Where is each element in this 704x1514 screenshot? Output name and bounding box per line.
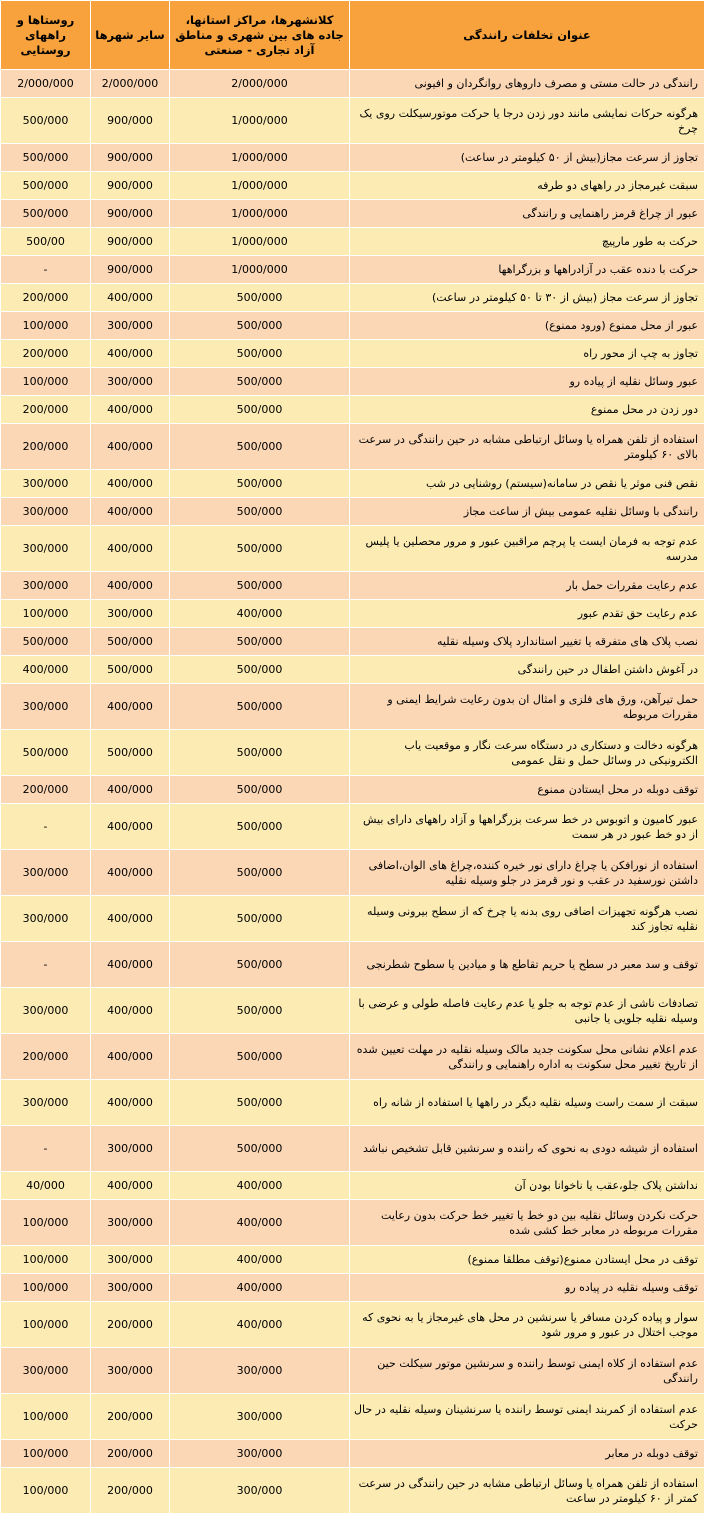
rural-fine-cell: 100/000 xyxy=(1,368,91,396)
other-cities-fine-cell: 500/000 xyxy=(91,730,170,776)
rural-fine-cell: 500/00 xyxy=(1,228,91,256)
rural-fine-cell: 300/000 xyxy=(1,572,91,600)
other-cities-fine-cell: 900/000 xyxy=(91,144,170,172)
capital-cities-fine-cell: 400/000 xyxy=(170,1200,350,1246)
violation-title-cell: توقف دوبله در معابر xyxy=(350,1440,704,1468)
capital-cities-fine-cell: 500/000 xyxy=(170,896,350,942)
capital-cities-fine-cell: 500/000 xyxy=(170,942,350,988)
violation-title-cell: توقف دوبله در محل ایستادن ممنوع xyxy=(350,776,704,804)
capital-cities-fine-cell: 2/000/000 xyxy=(170,70,350,98)
violation-title-cell: استفاده از تلفن همراه یا وسائل ارتباطی مشابه در حین رانندگی در سرعت کمتر از ۶۰ کیلومتر در ساعت xyxy=(350,1468,704,1514)
capital-cities-fine-cell: 1/000/000 xyxy=(170,144,350,172)
rural-fine-cell: 100/000 xyxy=(1,600,91,628)
rural-fine-cell: 100/000 xyxy=(1,1468,91,1514)
rural-fine-cell: 500/000 xyxy=(1,172,91,200)
violation-title-cell: نصب هرگونه تجهیزات اضافی روی بدنه یا چرخ که از سطح بیرونی وسیله نقلیه تجاوز کند xyxy=(350,896,704,942)
violation-title-cell: رانندگی با وسائل نقلیه عمومی بیش از ساعت مجاز xyxy=(350,498,704,526)
table-row xyxy=(1,656,704,684)
other-cities-fine-cell: 400/000 xyxy=(91,526,170,572)
capital-cities-fine-cell: 300/000 xyxy=(170,1440,350,1468)
rural-fine-cell: 100/000 xyxy=(1,1200,91,1246)
violation-title-cell: عدم رعایت مقررات حمل بار xyxy=(350,572,704,600)
capital-cities-fine-cell: 400/000 xyxy=(170,600,350,628)
capital-cities-fine-cell: 300/000 xyxy=(170,1468,350,1514)
other-cities-fine-cell: 400/000 xyxy=(91,850,170,896)
capital-cities-fine-cell: 1/000/000 xyxy=(170,200,350,228)
table-row xyxy=(1,776,704,804)
rural-fine-cell: 200/000 xyxy=(1,396,91,424)
other-cities-fine-cell: 400/000 xyxy=(91,1172,170,1200)
table-row xyxy=(1,730,704,776)
rural-fine-cell: 2/000/000 xyxy=(1,70,91,98)
capital-cities-fine-cell: 500/000 xyxy=(170,684,350,730)
capital-cities-fine-cell: 500/000 xyxy=(170,988,350,1034)
table-row xyxy=(1,988,704,1034)
capital-cities-fine-cell: 300/000 xyxy=(170,1394,350,1440)
table-row xyxy=(1,172,704,200)
violation-title-cell: عدم اعلام نشانی محل سکونت جدید مالک وسیله نقلیه در مهلت تعیین شده از تاریخ تغییر محل سکونت به اداره راهنمایی و رانندگی xyxy=(350,1034,704,1080)
table-row xyxy=(1,804,704,850)
violation-title-cell: حمل تیرآهن، ورق های فلزی و امثال ان بدون رعایت شرایط ایمنی و مقررات مربوطه xyxy=(350,684,704,730)
table-row xyxy=(1,200,704,228)
rural-fine-cell: 40/000 xyxy=(1,1172,91,1200)
rural-fine-cell: 200/000 xyxy=(1,776,91,804)
rural-fine-cell: - xyxy=(1,1126,91,1172)
capital-cities-fine-cell: 500/000 xyxy=(170,572,350,600)
violation-title-cell: استفاده از شیشه دودی به نحوی که راننده و سرنشین قابل تشخیص نباشد xyxy=(350,1126,704,1172)
capital-cities-fine-cell: 500/000 xyxy=(170,1126,350,1172)
capital-cities-fine-cell: 500/000 xyxy=(170,498,350,526)
header-rural: روستاها و راههای روستایی xyxy=(1,1,91,70)
violation-title-cell: نقص فنی موثر یا نقص در سامانه(سیستم) روشنایی در شب xyxy=(350,470,704,498)
capital-cities-fine-cell: 500/000 xyxy=(170,470,350,498)
capital-cities-fine-cell: 500/000 xyxy=(170,656,350,684)
violation-title-cell: عدم استفاده از کمربند ایمنی توسط راننده یا سرنشینان وسیله نقلیه در حال حرکت xyxy=(350,1394,704,1440)
rural-fine-cell: - xyxy=(1,942,91,988)
violation-title-cell: عبور کامیون و اتوبوس در خط سرعت بزرگراهها و آزاد راههای دارای بیش از دو خط عبور در هر سمت xyxy=(350,804,704,850)
other-cities-fine-cell: 300/000 xyxy=(91,1200,170,1246)
table-row xyxy=(1,600,704,628)
violation-title-cell: عبور از چراغ قرمز راهنمایی و رانندگی xyxy=(350,200,704,228)
header-capital-cities: کلانشهرها، مراکز استانها، جاده های بین شهری و مناطق آزاد تجاری - صنعتی xyxy=(170,1,350,70)
rural-fine-cell: 300/000 xyxy=(1,1080,91,1126)
table-row xyxy=(1,98,704,144)
rural-fine-cell: 100/000 xyxy=(1,1274,91,1302)
capital-cities-fine-cell: 300/000 xyxy=(170,1348,350,1394)
capital-cities-fine-cell: 400/000 xyxy=(170,1302,350,1348)
capital-cities-fine-cell: 500/000 xyxy=(170,628,350,656)
other-cities-fine-cell: 400/000 xyxy=(91,284,170,312)
table-row xyxy=(1,1394,704,1440)
violation-title-cell: عدم توجه به فرمان ایست یا پرچم مراقبین عبور و مرور محصلین یا پلیس مدرسه xyxy=(350,526,704,572)
header-violation-title: عنوان تخلفات رانندگی xyxy=(350,1,704,70)
table-row xyxy=(1,1080,704,1126)
other-cities-fine-cell: 400/000 xyxy=(91,942,170,988)
table-row xyxy=(1,228,704,256)
capital-cities-fine-cell: 500/000 xyxy=(170,1034,350,1080)
violation-title-cell: سبقت از سمت راست وسیله نقلیه دیگر در راهها یا استفاده از شانه راه xyxy=(350,1080,704,1126)
violation-title-cell: سوار و پیاده کردن مسافر یا سرنشین در محل های غیرمجاز یا به نحوی که موجب اختلال در عبور و مرور شود xyxy=(350,1302,704,1348)
rural-fine-cell: 300/000 xyxy=(1,896,91,942)
capital-cities-fine-cell: 1/000/000 xyxy=(170,228,350,256)
capital-cities-fine-cell: 1/000/000 xyxy=(170,172,350,200)
table-row xyxy=(1,498,704,526)
violation-title-cell: استفاده از نورافکن یا چراغ دارای نور خیره کننده،چراغ های الوان،اضافی داشتن نورسفید در عقب و نور قرمز در جلو وسیله نقلیه xyxy=(350,850,704,896)
violation-title-cell: تجاوز از سرعت مجاز(بیش از ۵۰ کیلومتر در ساعت) xyxy=(350,144,704,172)
other-cities-fine-cell: 500/000 xyxy=(91,628,170,656)
capital-cities-fine-cell: 500/000 xyxy=(170,368,350,396)
other-cities-fine-cell: 200/000 xyxy=(91,1302,170,1348)
violation-title-cell: توقف وسیله نقلیه در پیاده رو xyxy=(350,1274,704,1302)
other-cities-fine-cell: 400/000 xyxy=(91,424,170,470)
capital-cities-fine-cell: 500/000 xyxy=(170,850,350,896)
violation-title-cell: توقف در محل ایستادن ممنوع(توقف مطلقا ممنوع) xyxy=(350,1246,704,1274)
violation-title-cell: نصب پلاک های متفرقه یا تغییر استاندارد پلاک وسیله نقلیه xyxy=(350,628,704,656)
other-cities-fine-cell: 300/000 xyxy=(91,600,170,628)
violation-title-cell: عدم رعایت حق تقدم عبور xyxy=(350,600,704,628)
table-row xyxy=(1,340,704,368)
other-cities-fine-cell: 400/000 xyxy=(91,684,170,730)
violation-title-cell: تصادفات ناشی از عدم توجه به جلو یا عدم رعایت فاصله طولی و عرضی با وسیله نقلیه جلویی یا جانبی xyxy=(350,988,704,1034)
rural-fine-cell: 200/000 xyxy=(1,284,91,312)
rural-fine-cell: 300/000 xyxy=(1,988,91,1034)
rural-fine-cell: 300/000 xyxy=(1,526,91,572)
violation-title-cell: عدم استفاده از کلاه ایمنی توسط راننده و سرنشین موتور سیکلت حین رانندگی xyxy=(350,1348,704,1394)
rural-fine-cell: 100/000 xyxy=(1,1440,91,1468)
violation-title-cell: تجاوز به چپ از محور راه xyxy=(350,340,704,368)
table-row xyxy=(1,1200,704,1246)
rural-fine-cell: 300/000 xyxy=(1,1348,91,1394)
rural-fine-cell: 500/000 xyxy=(1,98,91,144)
table-row xyxy=(1,70,704,98)
rural-fine-cell: 200/000 xyxy=(1,340,91,368)
violation-title-cell: هرگونه دخالت و دستکاری در دستگاه سرعت نگار و موقعیت یاب الکترونیکی در وسائل حمل و نقل عمومی xyxy=(350,730,704,776)
rural-fine-cell: 200/000 xyxy=(1,1034,91,1080)
capital-cities-fine-cell: 500/000 xyxy=(170,526,350,572)
rural-fine-cell: 100/000 xyxy=(1,312,91,340)
violation-title-cell: حرکت به طور مارپیچ xyxy=(350,228,704,256)
table-row xyxy=(1,628,704,656)
other-cities-fine-cell: 400/000 xyxy=(91,896,170,942)
table-row xyxy=(1,1126,704,1172)
table-row xyxy=(1,572,704,600)
table-row xyxy=(1,312,704,340)
capital-cities-fine-cell: 400/000 xyxy=(170,1274,350,1302)
other-cities-fine-cell: 200/000 xyxy=(91,1468,170,1514)
table-row xyxy=(1,144,704,172)
table-row xyxy=(1,1440,704,1468)
violation-title-cell: هرگونه حرکات نمایشی مانند دور زدن درجا یا حرکت موتورسیکلت روی یک چرخ xyxy=(350,98,704,144)
violation-title-cell: تجاوز از سرعت مجاز (بیش از ۳۰ تا ۵۰ کیلومتر در ساعت) xyxy=(350,284,704,312)
capital-cities-fine-cell: 500/000 xyxy=(170,1080,350,1126)
capital-cities-fine-cell: 500/000 xyxy=(170,804,350,850)
capital-cities-fine-cell: 400/000 xyxy=(170,1246,350,1274)
table-row xyxy=(1,1172,704,1200)
other-cities-fine-cell: 300/000 xyxy=(91,1126,170,1172)
other-cities-fine-cell: 400/000 xyxy=(91,498,170,526)
rural-fine-cell: 400/000 xyxy=(1,656,91,684)
table-row xyxy=(1,1348,704,1394)
rural-fine-cell: 500/000 xyxy=(1,730,91,776)
header-other-cities: سایر شهرها xyxy=(91,1,170,70)
violation-title-cell: دور زدن در محل ممنوع xyxy=(350,396,704,424)
rural-fine-cell: 300/000 xyxy=(1,470,91,498)
other-cities-fine-cell: 500/000 xyxy=(91,656,170,684)
table-row xyxy=(1,942,704,988)
rural-fine-cell: 500/000 xyxy=(1,628,91,656)
rural-fine-cell: 300/000 xyxy=(1,498,91,526)
capital-cities-fine-cell: 1/000/000 xyxy=(170,98,350,144)
other-cities-fine-cell: 900/000 xyxy=(91,172,170,200)
table-row xyxy=(1,1468,704,1514)
violation-title-cell: استفاده از تلفن همراه یا وسائل ارتباطی مشابه در حین رانندگی در سرعت بالای ۶۰ کیلومتر xyxy=(350,424,704,470)
other-cities-fine-cell: 900/000 xyxy=(91,98,170,144)
capital-cities-fine-cell: 500/000 xyxy=(170,730,350,776)
capital-cities-fine-cell: 500/000 xyxy=(170,424,350,470)
rural-fine-cell: 500/000 xyxy=(1,144,91,172)
rural-fine-cell: 100/000 xyxy=(1,1302,91,1348)
other-cities-fine-cell: 300/000 xyxy=(91,1274,170,1302)
violation-title-cell: نداشتن پلاک جلو،عقب یا ناخوانا بودن آن xyxy=(350,1172,704,1200)
capital-cities-fine-cell: 500/000 xyxy=(170,396,350,424)
capital-cities-fine-cell: 400/000 xyxy=(170,1172,350,1200)
rural-fine-cell: 200/000 xyxy=(1,424,91,470)
capital-cities-fine-cell: 1/000/000 xyxy=(170,256,350,284)
other-cities-fine-cell: 300/000 xyxy=(91,1348,170,1394)
other-cities-fine-cell: 300/000 xyxy=(91,1246,170,1274)
other-cities-fine-cell: 400/000 xyxy=(91,804,170,850)
other-cities-fine-cell: 400/000 xyxy=(91,1080,170,1126)
other-cities-fine-cell: 900/000 xyxy=(91,200,170,228)
other-cities-fine-cell: 400/000 xyxy=(91,572,170,600)
rural-fine-cell: 100/000 xyxy=(1,1394,91,1440)
table-header-row xyxy=(1,1,704,70)
other-cities-fine-cell: 400/000 xyxy=(91,340,170,368)
table-row xyxy=(1,850,704,896)
other-cities-fine-cell: 300/000 xyxy=(91,368,170,396)
violation-title-cell: حرکت نکردن وسائل نقلیه بین دو خط یا تغییر خط حرکت بدون رعایت مقررات مربوطه در معابر خط کشی شده xyxy=(350,1200,704,1246)
other-cities-fine-cell: 400/000 xyxy=(91,1034,170,1080)
table-row xyxy=(1,368,704,396)
other-cities-fine-cell: 200/000 xyxy=(91,1394,170,1440)
table-row xyxy=(1,684,704,730)
table-row xyxy=(1,256,704,284)
violation-title-cell: عبور وسائل نقلیه از پیاده رو xyxy=(350,368,704,396)
capital-cities-fine-cell: 500/000 xyxy=(170,312,350,340)
capital-cities-fine-cell: 500/000 xyxy=(170,776,350,804)
table-row xyxy=(1,1302,704,1348)
rural-fine-cell: - xyxy=(1,256,91,284)
table-row xyxy=(1,1034,704,1080)
table-row xyxy=(1,284,704,312)
other-cities-fine-cell: 400/000 xyxy=(91,396,170,424)
rural-fine-cell: 300/000 xyxy=(1,850,91,896)
rural-fine-cell: 300/000 xyxy=(1,684,91,730)
other-cities-fine-cell: 900/000 xyxy=(91,228,170,256)
capital-cities-fine-cell: 500/000 xyxy=(170,340,350,368)
capital-cities-fine-cell: 500/000 xyxy=(170,284,350,312)
table-row xyxy=(1,896,704,942)
violation-title-cell: رانندگی در حالت مستی و مصرف داروهای روانگردان و افیونی xyxy=(350,70,704,98)
other-cities-fine-cell: 200/000 xyxy=(91,1440,170,1468)
table-row xyxy=(1,470,704,498)
other-cities-fine-cell: 2/000/000 xyxy=(91,70,170,98)
other-cities-fine-cell: 400/000 xyxy=(91,776,170,804)
other-cities-fine-cell: 900/000 xyxy=(91,256,170,284)
table-row xyxy=(1,396,704,424)
violation-title-cell: حرکت با دنده عقب در آزادراهها و بزرگراهها xyxy=(350,256,704,284)
violation-title-cell: توقف و سد معبر در سطح یا حریم تقاطع ها و میادین یا سطوح شطرنجی xyxy=(350,942,704,988)
rural-fine-cell: - xyxy=(1,804,91,850)
rural-fine-cell: 500/000 xyxy=(1,200,91,228)
table-row xyxy=(1,526,704,572)
rural-fine-cell: 100/000 xyxy=(1,1246,91,1274)
other-cities-fine-cell: 400/000 xyxy=(91,470,170,498)
table-row xyxy=(1,1274,704,1302)
other-cities-fine-cell: 300/000 xyxy=(91,312,170,340)
violation-title-cell: عبور از محل ممنوع (ورود ممنوع) xyxy=(350,312,704,340)
violation-title-cell: سبقت غیرمجاز در راههای دو طرفه xyxy=(350,172,704,200)
other-cities-fine-cell: 400/000 xyxy=(91,988,170,1034)
table-row xyxy=(1,1246,704,1274)
violation-title-cell: در آغوش داشتن اطفال در حین رانندگی xyxy=(350,656,704,684)
table-row xyxy=(1,424,704,470)
